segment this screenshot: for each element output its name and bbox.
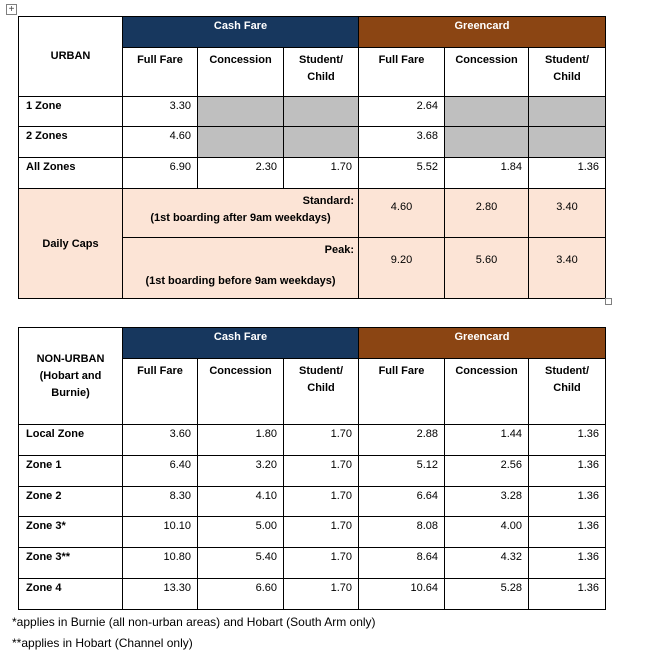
cap-standard-desc: [123, 189, 359, 238]
urban-col-cash-concession: Concession: [198, 48, 284, 97]
cell-empty: [284, 127, 359, 158]
footnote-zone3: *applies in Burnie (all non-urban areas) and Hobart (South Arm only): [12, 615, 376, 629]
nonurban-title: NON-URBAN (Hobart and Burnie): [19, 328, 123, 425]
cell: 3.68: [359, 127, 445, 158]
cell: 6.90: [123, 158, 198, 189]
cell: 5.40: [198, 548, 284, 579]
cap-standard-title: Standard:: [302, 195, 354, 207]
table-move-handle-icon[interactable]: +: [6, 4, 17, 15]
cell: 10.64: [359, 579, 445, 610]
row-label: 1 Zone: [19, 97, 123, 127]
cell: 3.40: [529, 238, 606, 299]
cell: 1.70: [284, 487, 359, 517]
cell: 3.40: [529, 189, 606, 238]
cell: 3.20: [198, 456, 284, 487]
cell: 1.84: [445, 158, 529, 189]
row-label: Local Zone: [19, 425, 123, 456]
cell: 1.36: [529, 425, 606, 456]
cell: 1.70: [284, 425, 359, 456]
cell-empty: [445, 127, 529, 158]
cell: 2.56: [445, 456, 529, 487]
urban-title: URBAN: [19, 17, 123, 97]
table-row-daily-cap-standard: [19, 189, 606, 238]
row-label: All Zones: [19, 158, 123, 189]
cell: 4.60: [123, 127, 198, 158]
cell: 3.30: [123, 97, 198, 127]
cell: 9.20: [359, 238, 445, 299]
cell: 1.70: [284, 517, 359, 548]
cap-standard-detail: (1st boarding after 9am weekdays): [150, 212, 331, 224]
cap-peak-title: Peak:: [324, 244, 354, 256]
urban-col-cash-full: Full Fare: [123, 48, 198, 97]
row-label: Zone 4: [19, 579, 123, 610]
cell: 1.36: [529, 456, 606, 487]
nonurban-greencard-header: Greencard: [359, 328, 606, 359]
table-row: [19, 127, 606, 158]
cell: 1.36: [529, 548, 606, 579]
cell: 1.70: [284, 158, 359, 189]
nonurban-fare-table: [18, 327, 606, 610]
cell: 4.60: [359, 189, 445, 238]
urban-col-green-student: Student/ Child: [529, 48, 606, 97]
cell: 2.88: [359, 425, 445, 456]
table-row: [19, 487, 606, 517]
cell: 8.08: [359, 517, 445, 548]
nonurban-col-green-full: Full Fare: [359, 359, 445, 425]
table-resize-handle-icon[interactable]: [605, 298, 612, 305]
row-label: 2 Zones: [19, 127, 123, 158]
daily-caps-label: Daily Caps: [19, 189, 123, 299]
cell: 1.80: [198, 425, 284, 456]
cell-empty: [445, 97, 529, 127]
cell: 2.80: [445, 189, 529, 238]
row-label: Zone 1: [19, 456, 123, 487]
table-row: [19, 158, 606, 189]
cell-empty: [198, 127, 284, 158]
cell: 6.60: [198, 579, 284, 610]
nonurban-col-cash-concession: Concession: [198, 359, 284, 425]
table-row: [19, 579, 606, 610]
nonurban-col-green-concession: Concession: [445, 359, 529, 425]
urban-col-cash-student: Student/ Child: [284, 48, 359, 97]
cell-empty: [529, 97, 606, 127]
row-label: Zone 3**: [19, 548, 123, 579]
urban-greencard-header: Greencard: [359, 17, 606, 48]
cell: 4.32: [445, 548, 529, 579]
urban-cash-fare-header: Cash Fare: [123, 17, 359, 48]
table-row: [19, 97, 606, 127]
footnote-zone3-double: **applies in Hobart (Channel only): [12, 636, 193, 650]
cell: 8.30: [123, 487, 198, 517]
cell: 5.00: [198, 517, 284, 548]
cell: 1.44: [445, 425, 529, 456]
cell: 13.30: [123, 579, 198, 610]
table-row: [19, 548, 606, 579]
cell: 2.30: [198, 158, 284, 189]
nonurban-col-green-student: Student/ Child: [529, 359, 606, 425]
cell: 4.10: [198, 487, 284, 517]
row-label: Zone 3*: [19, 517, 123, 548]
nonurban-cash-fare-header: Cash Fare: [123, 328, 359, 359]
cell: 1.36: [529, 579, 606, 610]
cell: 1.36: [529, 517, 606, 548]
table-row: [19, 517, 606, 548]
cell: 1.70: [284, 579, 359, 610]
cell: 6.64: [359, 487, 445, 517]
cap-peak-detail: (1st boarding before 9am weekdays): [145, 275, 336, 287]
cell: 5.52: [359, 158, 445, 189]
cell: 6.40: [123, 456, 198, 487]
cap-peak-desc: [123, 238, 359, 299]
cell: 5.60: [445, 238, 529, 299]
cell: 1.70: [284, 456, 359, 487]
urban-col-green-full: Full Fare: [359, 48, 445, 97]
cell: 8.64: [359, 548, 445, 579]
cell-empty: [198, 97, 284, 127]
cell: 10.80: [123, 548, 198, 579]
cell: 3.60: [123, 425, 198, 456]
nonurban-col-cash-full: Full Fare: [123, 359, 198, 425]
cell: 1.70: [284, 548, 359, 579]
cell: 10.10: [123, 517, 198, 548]
cell: 3.28: [445, 487, 529, 517]
cell[interactable]: 1.36: [529, 158, 606, 189]
cell: 4.00: [445, 517, 529, 548]
cell-empty: [529, 127, 606, 158]
cell: 2.64: [359, 97, 445, 127]
cell-empty: [284, 97, 359, 127]
cell: 5.28: [445, 579, 529, 610]
cell: 1.36: [529, 487, 606, 517]
nonurban-col-cash-student: Student/ Child: [284, 359, 359, 425]
table-row: [19, 456, 606, 487]
table-row: [19, 425, 606, 456]
urban-col-green-concession: Concession: [445, 48, 529, 97]
row-label: Zone 2: [19, 487, 123, 517]
cell: 5.12: [359, 456, 445, 487]
urban-fare-table: [18, 16, 606, 299]
